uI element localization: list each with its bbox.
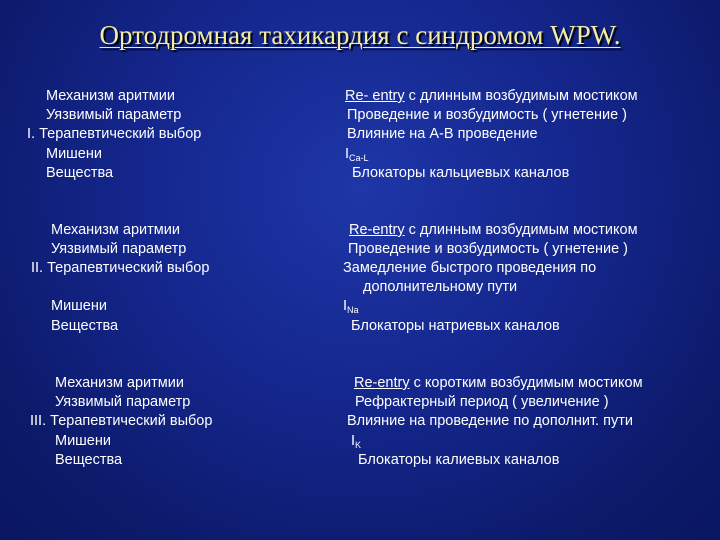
current-subscript: K	[355, 440, 362, 450]
label-parameter: Уязвимый параметр	[51, 241, 187, 257]
label-target: Мишени	[55, 433, 111, 449]
value-agents: Блокаторы натриевых каналов	[351, 318, 560, 334]
mechanism-rest: с коротким возбудимым мостиком	[409, 375, 643, 391]
reentry-link: Re-entry	[349, 222, 405, 238]
value-choice: Влияние на А-В проведение	[347, 126, 538, 142]
label-target: Мишени	[51, 298, 107, 314]
current-subscript: Ca-L	[349, 153, 369, 163]
group-numeral: I.	[27, 126, 36, 142]
value-choice-line-2: дополнительному пути	[363, 279, 518, 295]
value-choice-line-1: Замедление быстрого проведения по	[343, 260, 597, 276]
value-agents: Блокаторы калиевых каналов	[358, 452, 560, 468]
label-mechanism: Механизм аритмии	[46, 88, 175, 104]
current-subscript: Na	[347, 305, 359, 315]
value-agents: Блокаторы кальциевых каналов	[352, 165, 570, 181]
group-numeral: III.	[30, 413, 47, 429]
mechanism-rest: с длинным возбудимым мостиком	[404, 88, 638, 104]
label-choice-text: Терапевтический выбор	[47, 260, 210, 276]
current-letter: I	[343, 298, 348, 314]
group-numeral: II.	[31, 260, 44, 276]
reentry-link: Re-entry	[354, 375, 410, 391]
label-agents: Вещества	[55, 452, 123, 468]
label-mechanism: Механизм аритмии	[51, 222, 180, 238]
reentry-link: Re- entry	[345, 88, 405, 104]
label-agents: Вещества	[46, 165, 114, 181]
label-choice	[30, 412, 212, 431]
value-parameter: Рефрактерный период ( увеличение )	[355, 394, 609, 410]
label-choice-text: Терапевтический выбор	[50, 413, 213, 429]
value-parameter: Проведение и возбудимость ( угнетение )	[347, 107, 627, 123]
value-mechanism	[349, 221, 638, 240]
label-choice	[31, 259, 209, 278]
value-mechanism	[354, 374, 643, 393]
label-choice-text: Терапевтический выбор	[39, 126, 202, 142]
current-letter: I	[345, 146, 350, 162]
current-letter: I	[351, 433, 356, 449]
label-choice	[27, 125, 201, 144]
label-parameter: Уязвимый параметр	[55, 394, 191, 410]
label-parameter: Уязвимый параметр	[46, 107, 182, 123]
value-mechanism	[345, 87, 638, 106]
value-choice: Влияние на проведение по дополнит. пути	[347, 413, 633, 429]
slide-title: Ортодромная тахикардия с синдромом WPW.	[99, 20, 621, 50]
mechanism-rest: с длинным возбудимым мостиком	[404, 222, 638, 238]
label-target: Мишени	[46, 146, 102, 162]
label-agents: Вещества	[51, 318, 119, 334]
label-mechanism: Механизм аритмии	[55, 375, 184, 391]
value-parameter: Проведение и возбудимость ( угнетение )	[348, 241, 628, 257]
